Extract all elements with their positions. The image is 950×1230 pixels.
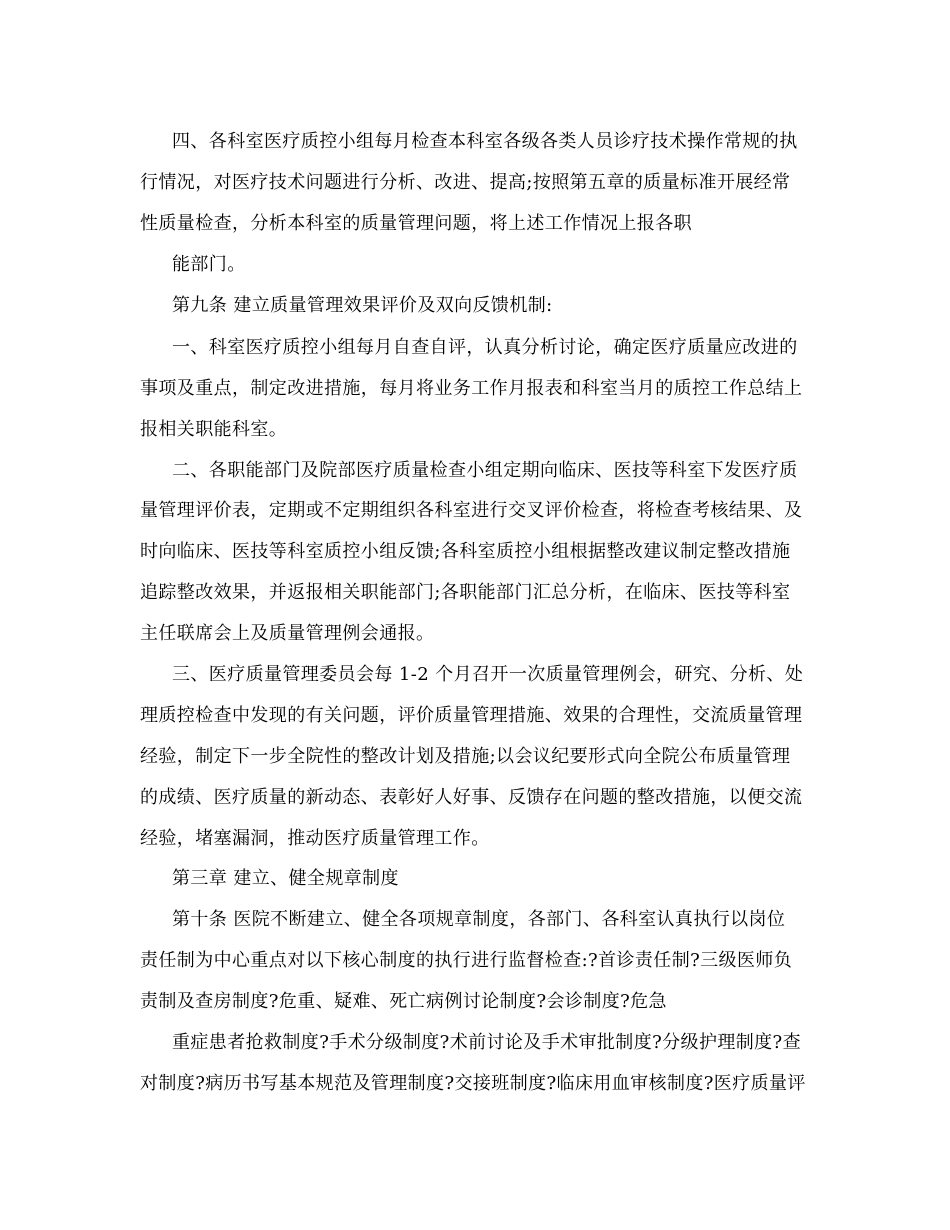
item-3-line-3: 经验，制定下一步全院性的整改计划及措施;以会议纪要形式向全院公布质量管理 (140, 746, 791, 767)
item-1-line-2: 事项及重点，制定改进措施，每月将业务工作月报表和科室当月的质控工作总结上 (140, 378, 803, 399)
item-2-line-4: 追踪整改效果，并返报相关职能部门;各职能部门汇总分析，在临床、医技等科室 (140, 582, 791, 603)
paragraph-4-line-1: 四、各科室医疗质控小组每月检查本科室各级各类人员诊疗技术操作常规的执 (172, 131, 798, 152)
item-1-line-1: 一、科室医疗质控小组每月自查自评，认真分析讨论，确定医疗质量应改进的 (172, 337, 798, 358)
item-2-line-5: 主任联席会上及质量管理例会通报。 (140, 623, 435, 644)
article-10-line-3: 责制及查房制度?危重、疑难、死亡病例讨论制度?会诊制度?危急 (140, 991, 667, 1012)
chapter-3-heading: 第三章 建立、健全规章制度 (172, 868, 399, 889)
paragraph-4-line-4: 能部门。 (172, 254, 246, 275)
article-10-line-2: 责任制为中心重点对以下核心制度的执行进行监督检查:?首诊责任制?三级医师负 (140, 950, 793, 971)
item-3-line-2: 理质控检查中发现的有关问题，评价质量管理措施、效果的合理性，交流质量管理 (140, 705, 803, 726)
item-3-line-4: 的成绩、医疗质量的新动态、表彰好人好事、反馈存在问题的整改措施，以便交流 (140, 787, 803, 808)
article-10-line-4: 重症患者抢救制度?手术分级制度?术前讨论及手术审批制度?分级护理制度?查 (172, 1032, 801, 1053)
item-3-line-5: 经验，堵塞漏洞，推动医疗质量管理工作。 (140, 828, 490, 849)
paragraph-4-line-3: 性质量检查，分析本科室的质量管理问题，将上述工作情况上报各职 (140, 213, 692, 234)
paragraph-4-line-2: 行情况，对医疗技术问题进行分析、改进、提高;按照第五章的质量标准开展经常 (140, 172, 791, 193)
item-2-line-1: 二、各职能部门及院部医疗质量检查小组定期向临床、医技等科室下发医疗质 (172, 460, 798, 481)
article-9-heading: 第九条 建立质量管理效果评价及双向反馈机制: (172, 295, 553, 316)
article-10-line-1: 第十条 医院不断建立、健全各项规章制度，各部门、各科室认真执行以岗位 (172, 909, 786, 930)
item-2-line-3: 时向临床、医技等科室质控小组反馈;各科室质控小组根据整改建议制定整改措施 (140, 541, 791, 562)
item-3-line-1: 三、医疗质量管理委员会每 1-2 个月召开一次质量管理例会，研究、分析、处 (172, 664, 804, 685)
article-10-line-5: 对制度?病历书写基本规范及管理制度?交接班制度?临床用血审核制度?医疗质量评 (140, 1073, 806, 1094)
item-1-line-3: 报相关职能科室。 (140, 419, 288, 440)
item-2-line-2: 量管理评价表，定期或不定期组织各科室进行交叉评价检查，将检查考核结果、及 (140, 500, 803, 521)
